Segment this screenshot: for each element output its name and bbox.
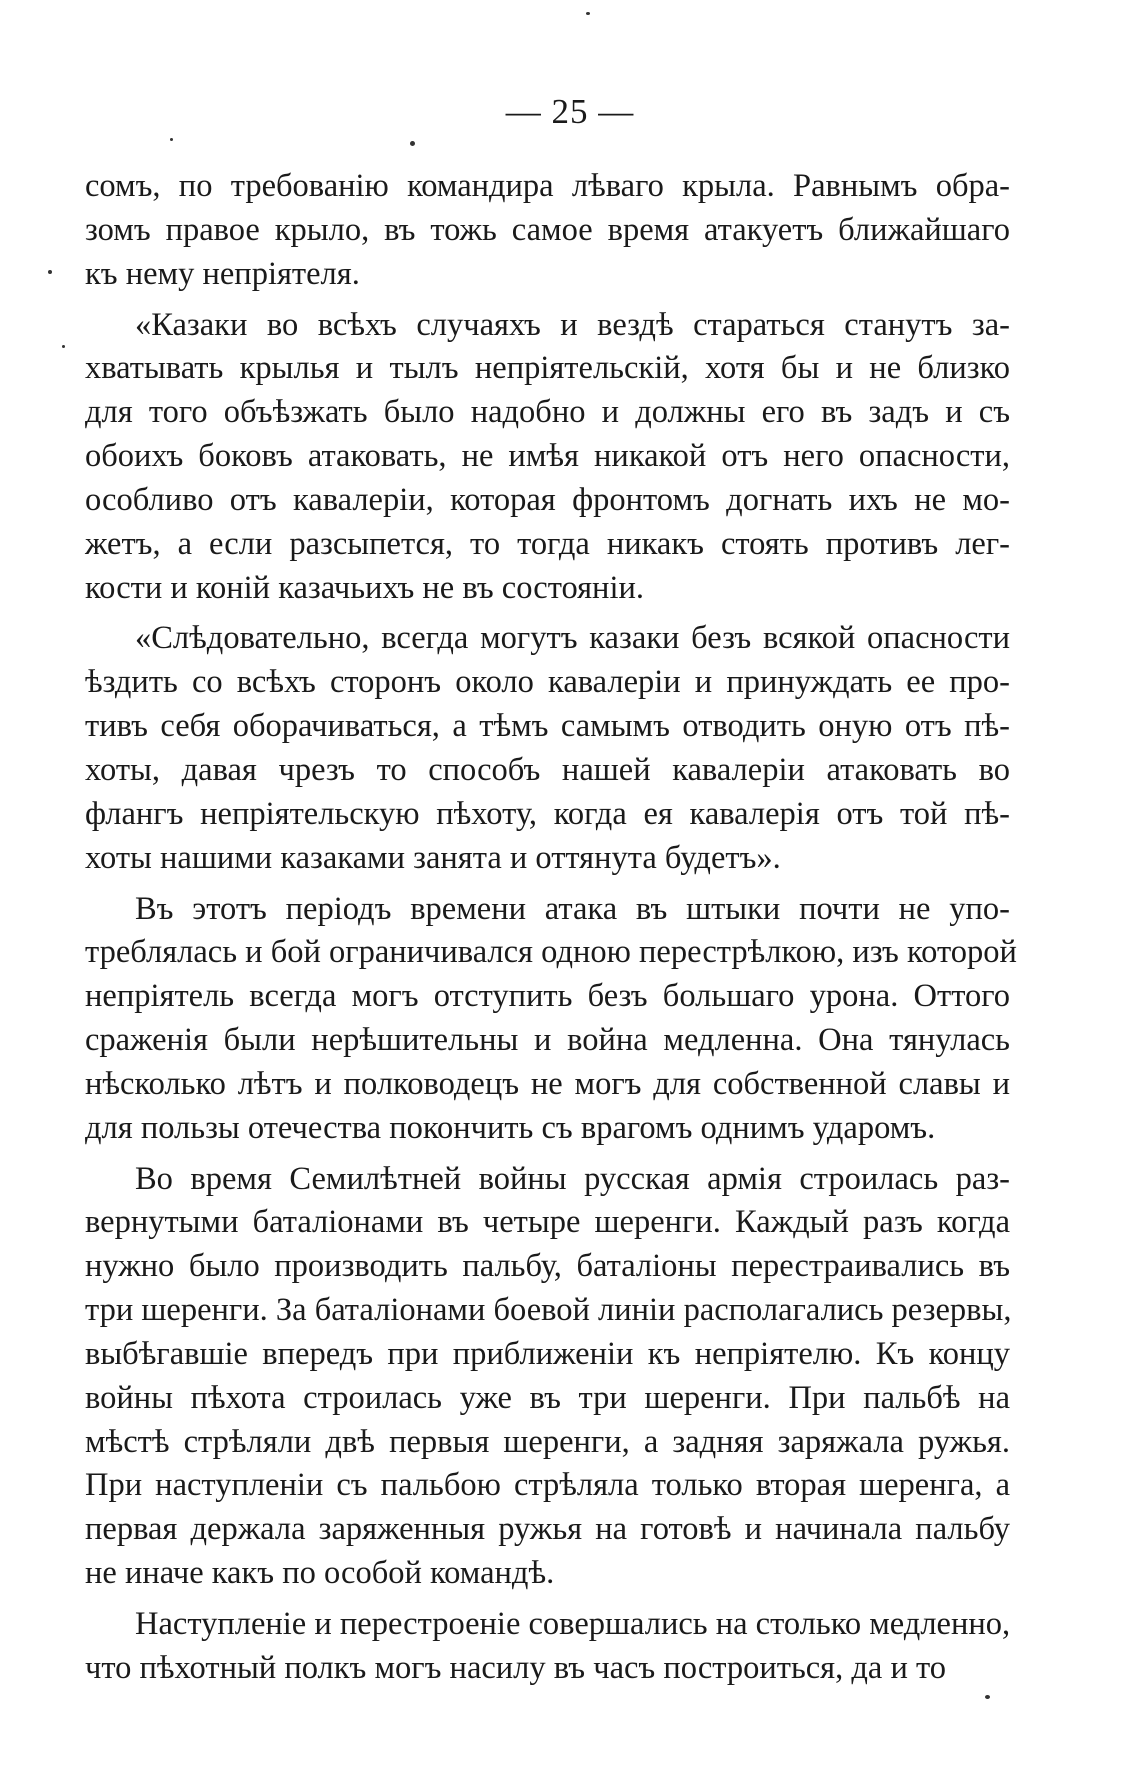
text-line: кости и коній казачьихъ не въ состояніи. [85, 569, 644, 606]
text-line: нѣсколько лѣтъ и полководецъ не могъ для собственной славы и [85, 1065, 1010, 1102]
text-line: Въ этотъ періодъ времени атака въ штыки почти не упо- [135, 890, 1010, 927]
text-line: обоихъ боковъ атаковать, не имѣя никакой отъ него опасности, [85, 438, 1010, 475]
text-line: зомъ правое крыло, въ тожь самое время атакуетъ ближайшаго [85, 211, 1010, 248]
ink-speck [62, 345, 65, 348]
text-line: ѣздить со всѣхъ сторонъ около кавалеріи и принуждать ее про- [85, 664, 1010, 701]
text-line: для того объѣзжать было надобно и должны его въ задъ и съ [85, 394, 1010, 431]
paragraph [85, 1158, 1010, 1596]
text-line: тивъ себя оборачиваться, а тѣмъ самымъ отводить оную отъ пѣ- [85, 708, 1010, 745]
text-line: флангъ непріятельскую пѣхоту, когда ея кавалерія отъ той пѣ- [85, 795, 1010, 832]
text-line: хватывать крылья и тылъ непріятельскій, хотя бы и не близко [85, 350, 1010, 387]
text-line: При наступленіи съ пальбою стрѣляла только вторая шеренга, а [85, 1467, 1010, 1504]
paragraph [85, 304, 1010, 611]
text-line: Во время Семилѣтней войны русская армія строилась раз- [135, 1160, 1010, 1197]
paragraph [85, 617, 1010, 880]
text-line: треблялась и бой ограничивался одною перестрѣлкою, изъ которой [85, 934, 1017, 971]
text-line: нужно было производить пальбу, баталіоны перестраивались въ [85, 1248, 1010, 1285]
text-line: три шеренги. За баталіонами боевой линіи располагались резервы, [85, 1292, 1012, 1329]
body-text [85, 165, 1017, 1698]
text-line: сраженія были нерѣшительны и война медленна. Она тянулась [85, 1022, 1010, 1059]
text-line: не иначе какъ по особой командѣ. [85, 1555, 555, 1592]
page-number: — 25 — [505, 92, 635, 131]
text-line: «Слѣдовательно, всегда могутъ казаки безъ всякой опасности [135, 620, 1010, 657]
paragraph [85, 888, 1017, 1151]
text-line: мѣстѣ стрѣляли двѣ первыя шеренги, а задняя заряжала ружья. [85, 1423, 1010, 1460]
ink-speck [170, 138, 173, 141]
text-line: «Казаки во всѣхъ случаяхъ и вездѣ стараться станутъ за- [135, 306, 1010, 343]
text-line: выбѣгавшіе впередъ при приближеніи къ непріятелю. Къ концу [85, 1335, 1010, 1372]
text-line: хоты нашими казаками занята и оттянута будетъ». [85, 839, 781, 876]
ink-speck [48, 270, 52, 274]
text-line: къ нему непріятеля. [85, 255, 360, 292]
text-line: сомъ, по требованію командира лѣваго крыла. Равнымъ обра- [85, 168, 1010, 204]
paragraph [85, 1603, 1010, 1691]
text-line: что пѣхотный полкъ могъ насилу въ часъ построиться, да и то [85, 1649, 947, 1686]
text-line: войны пѣхота строилась уже въ три шеренги. При пальбѣ на [85, 1379, 1010, 1416]
paragraph [85, 165, 1010, 297]
text-line: первая держала заряженныя ружья на готовѣ и начинала пальбу [85, 1511, 1010, 1548]
text-line: Наступленіе и перестроеніе совершались на столько медленно, [135, 1606, 1011, 1642]
ink-speck [410, 141, 415, 146]
text-line: для пользы отечества покончить съ врагомъ однимъ ударомъ. [85, 1109, 936, 1146]
text-line: непріятель всегда могъ отступить безъ большаго урона. Оттого [85, 978, 1010, 1015]
text-line: жетъ, а если разсыпется, то тогда никакъ стоять противъ лег- [85, 525, 1010, 562]
text-line: вернутыми баталіонами въ четыре шеренги. Каждый разъ когда [85, 1204, 1010, 1241]
text-line: хоты, давая чрезъ то способъ нашей кавалеріи атаковать во [85, 751, 1010, 788]
text-line: особливо отъ кавалеріи, которая фронтомъ догнать ихъ не мо- [85, 481, 1010, 518]
ink-speck [586, 12, 590, 15]
